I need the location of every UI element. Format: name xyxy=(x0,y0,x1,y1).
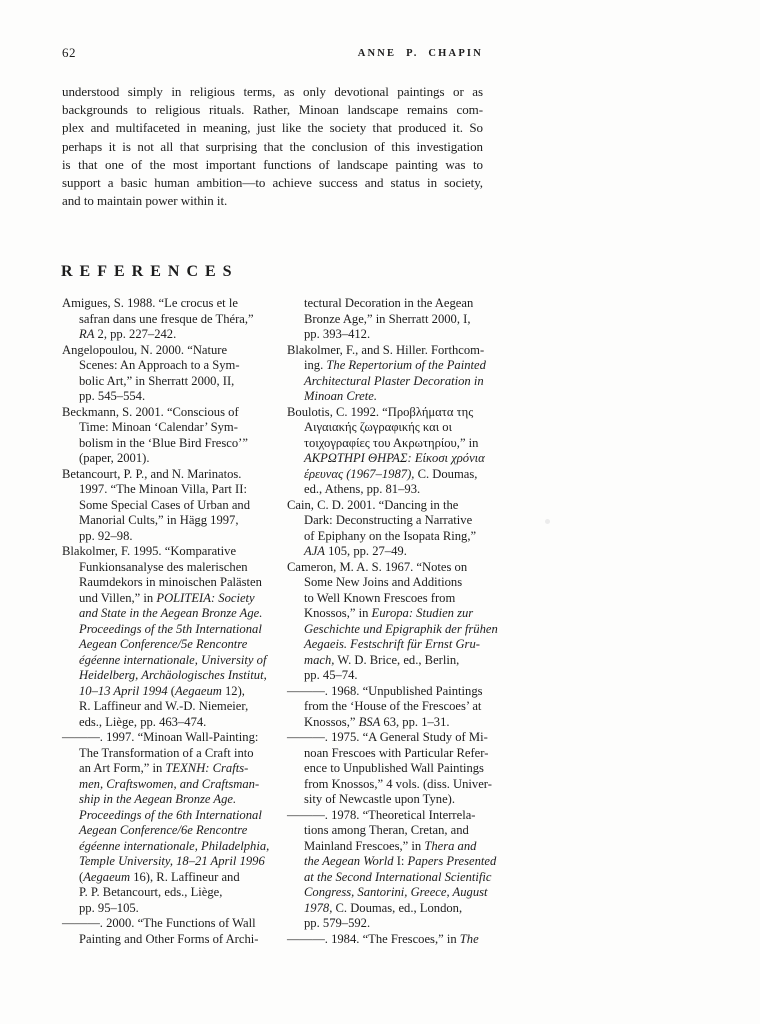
reference-line: ed., Athens, pp. 81–93. xyxy=(304,482,421,496)
reference-line: from the ‘House of the Frescoes’ at xyxy=(304,699,482,713)
reference-line: P. P. Betancourt, eds., Liège, xyxy=(79,885,223,899)
references-right-column xyxy=(287,296,522,947)
reference-line: Blakolmer, F., and S. Hiller. Forthcom- xyxy=(287,342,485,357)
reference-line: ———. 1975. “A General Study of Mi- xyxy=(287,730,488,744)
reference-line: Funkionsanalyse des malerischen xyxy=(79,559,248,574)
reference-entry xyxy=(287,405,522,498)
reference-line: tectural Decoration in the Aegean xyxy=(304,296,474,310)
reference-line: (Aegaeum 16), R. Laffineur and xyxy=(79,869,240,884)
reference-line: ΑΚΡΩΤΗΡΙ ΘΗΡΑΣ: Είκοσι χρόνια xyxy=(304,451,485,465)
reference-line: Knossos,” BSA 63, pp. 1–31. xyxy=(304,714,450,729)
reference-entry xyxy=(287,498,522,560)
reference-line: bolism in the ‘Blue Bird Fresco’” xyxy=(79,435,248,450)
reference-entry xyxy=(287,296,522,343)
reference-line: Knossos,” in Europa: Studien zur xyxy=(304,606,474,620)
reference-entry xyxy=(62,730,287,916)
reference-line: Dark: Deconstructing a Narrative xyxy=(304,513,473,527)
reference-line: pp. 95–105. xyxy=(79,900,139,915)
reference-entry xyxy=(287,808,522,932)
references-left-column xyxy=(62,296,287,947)
reference-line: Boulotis, C. 1992. “Προβλήματα της xyxy=(287,404,474,419)
reference-line: Beckmann, S. 2001. “Conscious of xyxy=(62,404,239,419)
reference-line: at the Second International Scientific xyxy=(304,869,492,884)
body-paragraph xyxy=(62,83,483,210)
reference-line: ———. 1978. “Theoretical Interrela- xyxy=(287,807,476,822)
paragraph-line: plex and multifaceted in meaning, just like the society that produced it. So xyxy=(62,120,483,136)
reference-line: Manorial Cults,” in Hägg 1997, xyxy=(79,513,239,527)
reference-line: the Aegean World I: Papers Presented xyxy=(304,854,497,868)
reference-line: égéenne internationale, Philadelphia, xyxy=(79,838,270,853)
reference-line: Some New Joins and Additions xyxy=(304,575,463,589)
reference-line: Minoan Crete. xyxy=(304,389,377,403)
reference-line: τοιχογραφίες του Ακρωτηρίου,” in xyxy=(304,435,479,450)
reference-line: ship in the Aegean Bronze Age. xyxy=(79,792,237,806)
paragraph-line: and to maintain power within it. xyxy=(62,193,228,209)
reference-line: noan Frescoes with Particular Refer- xyxy=(304,745,489,760)
reference-line: Aegean Conference/6e Rencontre xyxy=(79,823,248,837)
reference-line: pp. 579–592. xyxy=(304,916,371,930)
reference-line: men, Craftswomen, and Craftsman- xyxy=(79,776,260,791)
reference-line: Aegean Conference/5e Rencontre xyxy=(79,637,248,651)
reference-line: pp. 545–554. xyxy=(79,389,146,403)
reference-line: Scenes: An Approach to a Sym- xyxy=(79,358,240,372)
reference-entry xyxy=(287,343,522,405)
reference-line: Painting and Other Forms of Archi- xyxy=(79,931,259,946)
reference-line: pp. 393–412. xyxy=(304,327,371,341)
reference-entry xyxy=(62,343,287,405)
reference-line: égéenne internationale, University of xyxy=(79,652,267,667)
reference-line: Architectural Plaster Decoration in xyxy=(304,373,484,388)
reference-line: ———. 1984. “The Frescoes,” in The xyxy=(287,931,479,946)
reference-line: Heidelberg, Archäologisches Institut, xyxy=(79,668,267,682)
reference-line: RA 2, pp. 227–242. xyxy=(79,327,177,341)
reference-line: 1978, C. Doumas, ed., London, xyxy=(304,900,463,915)
reference-entry xyxy=(62,544,287,730)
reference-line: an Art Form,” in TEXNH: Crafts- xyxy=(79,761,249,775)
reference-line: to Well Known Frescoes from xyxy=(304,590,456,605)
paragraph-line: perhaps it is not all that surprising that the conclusion of this investigation xyxy=(62,138,483,154)
reference-line: έρευνας (1967–1987), C. Doumas, xyxy=(304,466,478,481)
paragraph-line: understood simply in religious terms, as only devotional paintings or as xyxy=(62,84,483,99)
reference-line: Bronze Age,” in Sherratt 2000, I, xyxy=(304,311,471,326)
reference-line: safran dans une fresque de Théra,” xyxy=(79,311,254,326)
reference-line: from Knossos,” 4 vols. (diss. Univer- xyxy=(304,776,492,791)
reference-entry xyxy=(62,916,287,947)
reference-line: Mainland Frescoes,” in Thera and xyxy=(304,838,477,853)
reference-entry xyxy=(287,560,522,684)
reference-entry xyxy=(62,296,287,343)
reference-line: Angelopoulou, N. 2000. “Nature xyxy=(62,342,228,357)
reference-line: and State in the Aegean Bronze Age. xyxy=(79,606,263,620)
reference-line: Congress, Santorini, Greece, August xyxy=(304,885,488,899)
reference-line: ———. 2000. “The Functions of Wall xyxy=(62,916,256,930)
reference-line: sity of Newcastle upon Tyne). xyxy=(304,792,456,806)
reference-line: Raumdekors in minoischen Palästen xyxy=(79,575,262,589)
reference-line: (paper, 2001). xyxy=(79,451,150,465)
reference-line: Blakolmer, F. 1995. “Komparative xyxy=(62,544,237,558)
reference-line: Cain, C. D. 2001. “Dancing in the xyxy=(287,497,459,512)
running-head-author: ANNE P. CHAPIN xyxy=(357,48,483,59)
reference-line: mach, W. D. Brice, ed., Berlin, xyxy=(304,652,460,667)
reference-line: ing. The Repertorium of the Painted xyxy=(304,358,486,372)
paragraph-line: is that one of the most important functions of landscape painting was to xyxy=(62,156,483,172)
reference-line: AJA 105, pp. 27–49. xyxy=(304,544,407,558)
reference-line: The Transformation of a Craft into xyxy=(79,745,254,760)
reference-line: Aegaeis. Festschrift für Ernst Gru- xyxy=(304,637,480,651)
reference-line: Time: Minoan ‘Calendar’ Sym- xyxy=(79,420,238,434)
reference-entry xyxy=(287,932,522,948)
reference-line: Temple University, 18–21 April 1996 xyxy=(79,854,265,868)
reference-line: pp. 45–74. xyxy=(304,668,358,682)
references-columns xyxy=(62,296,522,947)
reference-line: pp. 92–98. xyxy=(79,528,133,543)
reference-line: ———. 1997. “Minoan Wall-Painting: xyxy=(62,730,259,744)
paragraph-line: support a basic human ambition—to achieve success and status in society, xyxy=(62,175,483,191)
reference-entry xyxy=(62,405,287,467)
reference-entry xyxy=(287,730,522,808)
reference-line: of Epiphany on the Isopata Ring,” xyxy=(304,528,477,543)
reference-line: eds., Liège, pp. 463–474. xyxy=(79,714,207,729)
paragraph-line: backgrounds to religious rituals. Rather, Minoan landscape remains com- xyxy=(62,102,483,118)
reference-entry xyxy=(62,467,287,545)
reference-line: Proceedings of the 5th International xyxy=(79,621,262,636)
reference-line: Geschichte und Epigraphik der frühen xyxy=(304,621,498,636)
reference-line: ———. 1968. “Unpublished Paintings xyxy=(287,683,483,698)
reference-line: bolic Art,” in Sherratt 2000, II, xyxy=(79,373,235,388)
reference-line: Proceedings of the 6th International xyxy=(79,807,262,822)
reference-line: Amigues, S. 1988. “Le crocus et le xyxy=(62,296,238,310)
scan-artifact xyxy=(545,519,550,524)
reference-line: ence to Unpublished Wall Paintings xyxy=(304,761,484,775)
reference-line: tions among Theran, Cretan, and xyxy=(304,823,469,837)
reference-line: Betancourt, P. P., and N. Marinatos. xyxy=(62,466,242,481)
reference-line: Cameron, M. A. S. 1967. “Notes on xyxy=(287,559,468,574)
reference-entry xyxy=(287,684,522,731)
reference-line: 1997. “The Minoan Villa, Part II: xyxy=(79,482,247,496)
reference-line: Some Special Cases of Urban and xyxy=(79,497,251,512)
reference-line: R. Laffineur and W.-D. Niemeier, xyxy=(79,699,249,713)
page-number: 62 xyxy=(62,45,76,60)
reference-line: Αιγαιακής ζωγραφικής και οι xyxy=(304,420,452,434)
reference-line: und Villen,” in POLITEIA: Society xyxy=(79,590,255,605)
references-heading: REFERENCES xyxy=(61,263,239,280)
reference-line: 10–13 April 1994 (Aegaeum 12), xyxy=(79,683,245,698)
